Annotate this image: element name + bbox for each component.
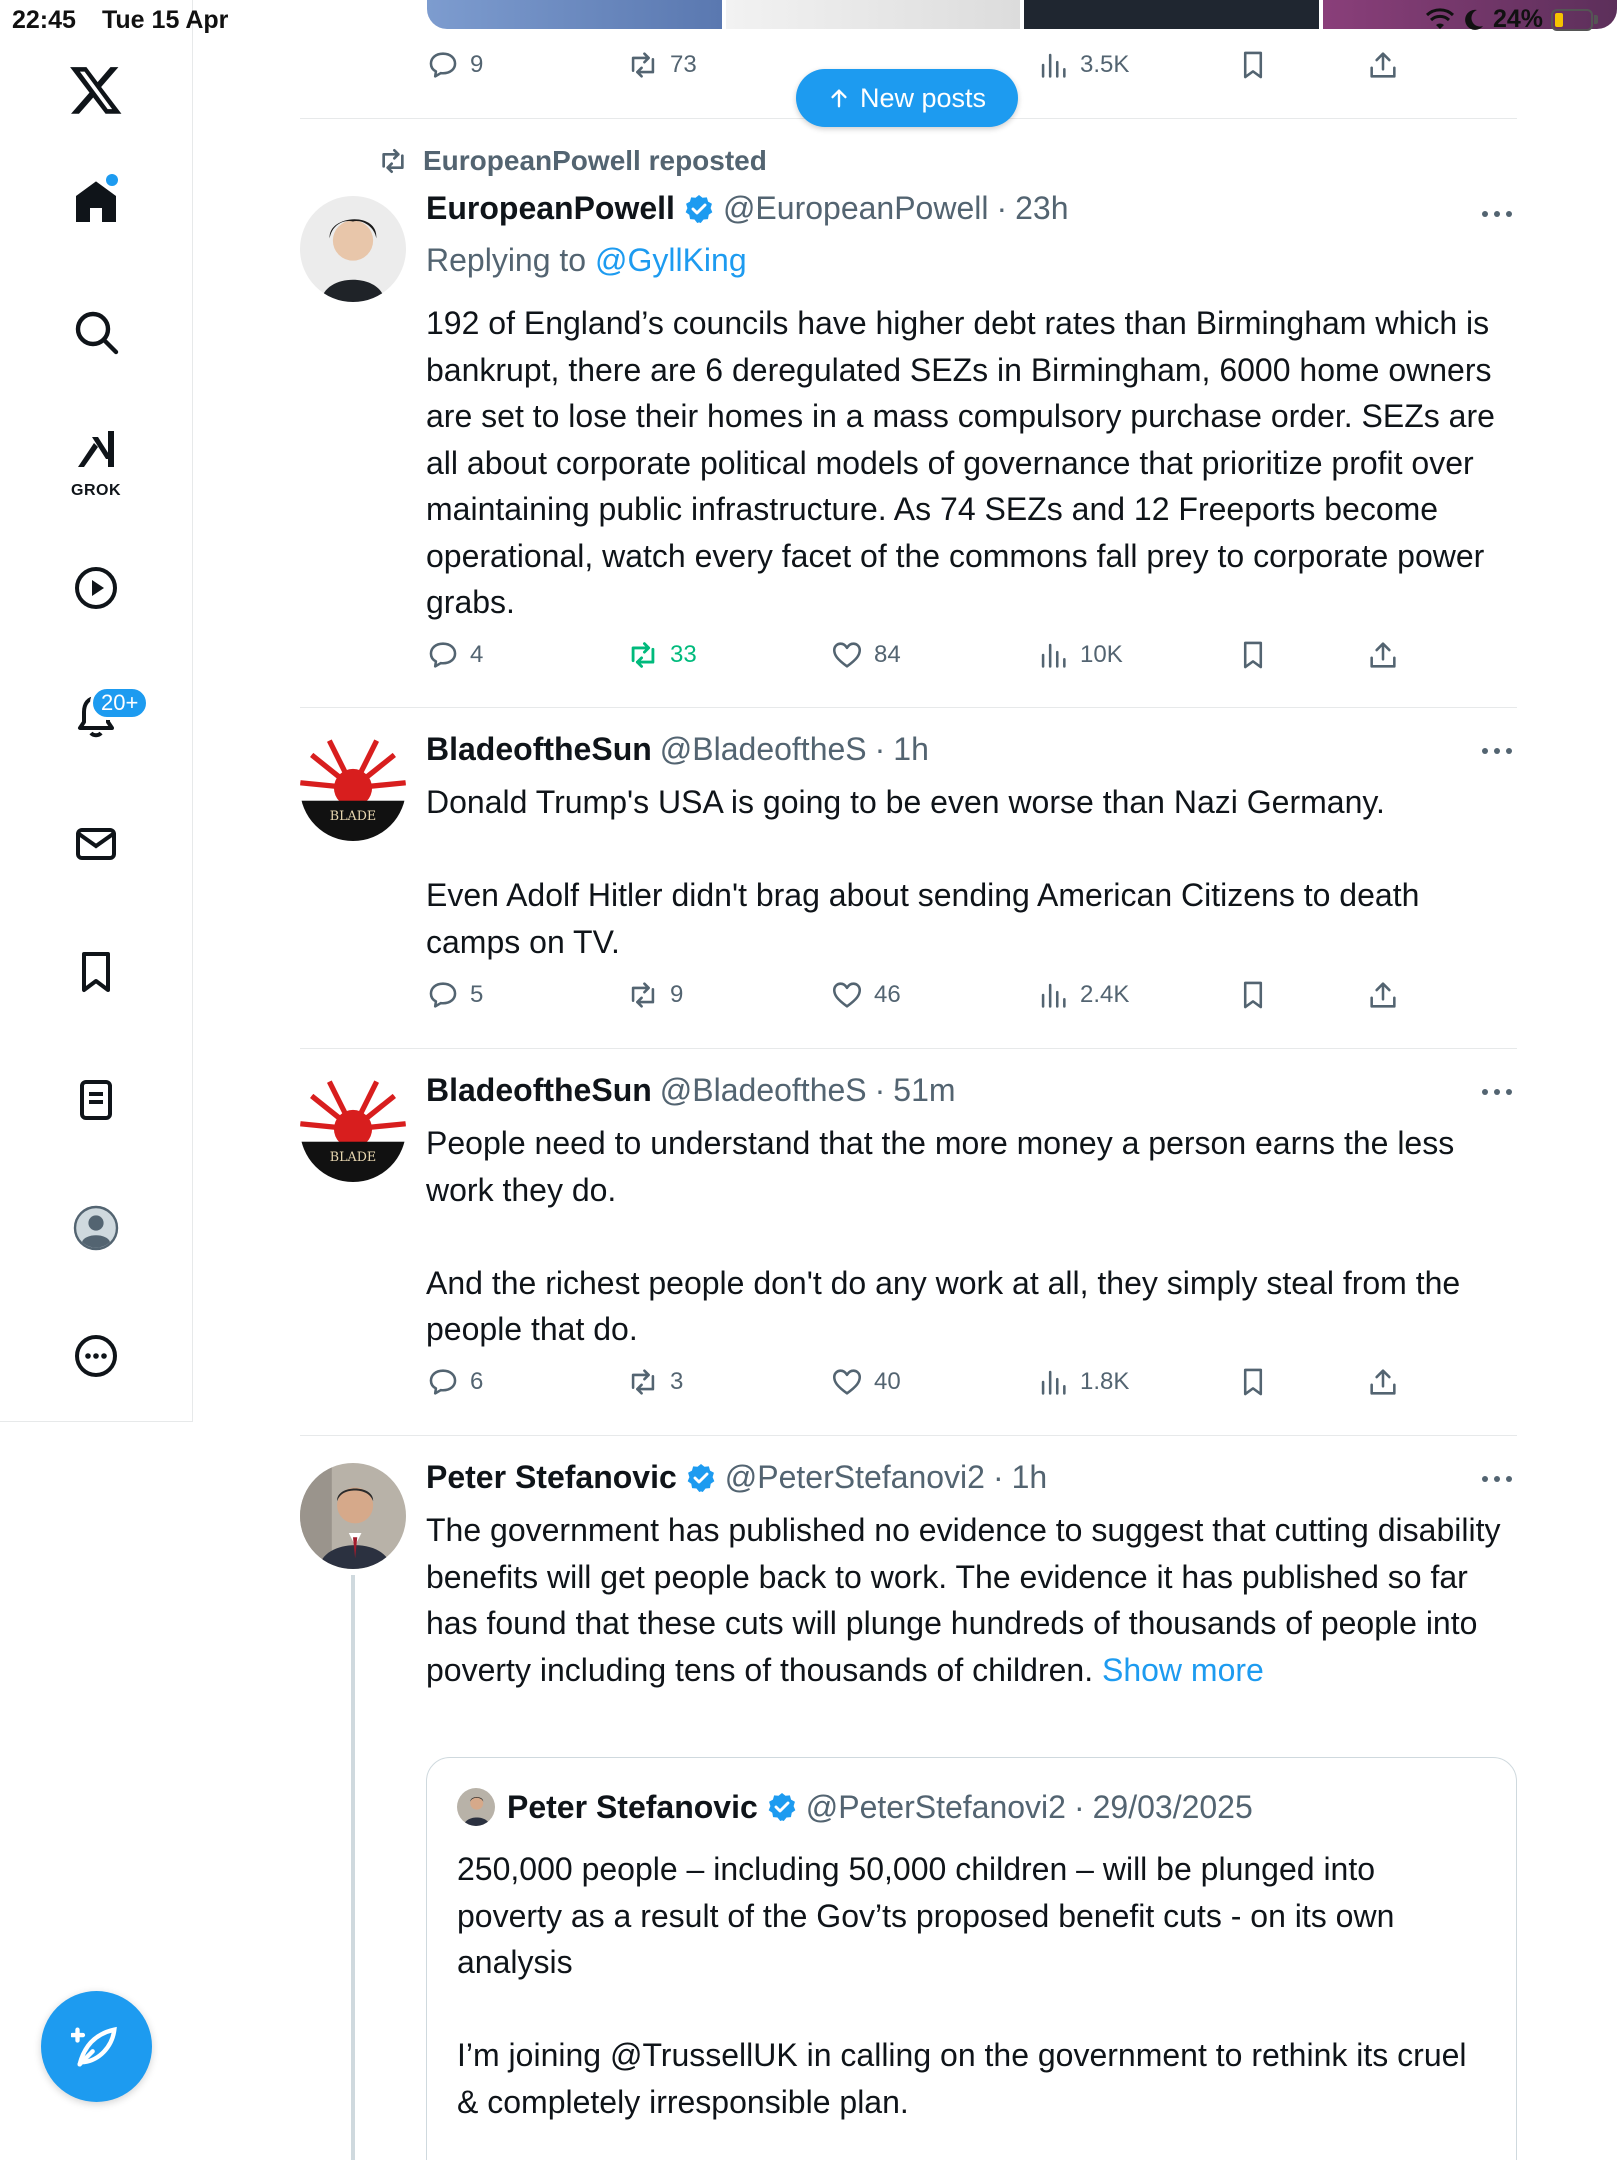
- repost-icon: [626, 1365, 660, 1399]
- views-count: 10K: [1080, 641, 1123, 668]
- moon-icon: [1463, 8, 1485, 32]
- reply-icon: [426, 638, 460, 672]
- views-button[interactable]: [1036, 1365, 1129, 1399]
- bookmark-icon: [1236, 48, 1270, 82]
- bookmarks-icon[interactable]: [60, 936, 132, 1008]
- display-name[interactable]: Peter Stefanovic: [426, 1459, 677, 1495]
- arrow-up-icon: [828, 87, 850, 109]
- reply-button[interactable]: [426, 48, 483, 82]
- quoted-tweet-header: Peter Stefanovic @PeterStefanovi2 · 29/03/2025: [457, 1788, 1253, 1826]
- sidebar: [0, 0, 193, 1422]
- handle[interactable]: @PeterStefanovi2: [724, 1459, 985, 1495]
- tweet-header: Peter Stefanovic @PeterStefanovi2 · 1h: [426, 1459, 1048, 1495]
- views-count: 3.5K: [1080, 51, 1130, 78]
- verified-badge-icon: [766, 1791, 798, 1823]
- reply-count: 6: [470, 1368, 484, 1395]
- views-count: 2.4K: [1080, 981, 1130, 1008]
- bookmark-icon: [1236, 638, 1270, 672]
- home-icon[interactable]: [60, 166, 132, 238]
- heart-icon: [830, 638, 864, 672]
- battery-level: [1555, 13, 1563, 27]
- tweet-header: BladeoftheSun @BladeoftheS · 1h: [426, 731, 929, 767]
- battery-icon: [1551, 9, 1598, 31]
- timestamp[interactable]: 51m: [893, 1072, 956, 1108]
- post-actions: [426, 978, 1406, 1018]
- repost-icon: [377, 145, 409, 177]
- reply-count: 5: [470, 981, 484, 1008]
- views-count: 1.8K: [1080, 1368, 1130, 1395]
- avatar[interactable]: [300, 735, 406, 841]
- tweet-header: BladeoftheSun @BladeoftheS · 51m: [426, 1072, 956, 1108]
- views-button[interactable]: [1036, 638, 1123, 672]
- show-more-link[interactable]: Show more: [1101, 1651, 1264, 1688]
- divider: [300, 707, 1517, 708]
- notification-badge: 20+: [90, 686, 149, 720]
- bookmark-button[interactable]: [1236, 638, 1270, 672]
- repost-button[interactable]: [626, 48, 697, 82]
- share-button[interactable]: [1366, 48, 1400, 82]
- share-icon: [1366, 48, 1400, 82]
- compose-button[interactable]: [41, 1991, 152, 2102]
- views-button[interactable]: [1036, 978, 1129, 1012]
- handle: @PeterStefanovi2: [805, 1788, 1066, 1825]
- like-button[interactable]: [830, 1365, 901, 1399]
- heart-icon: [830, 978, 864, 1012]
- repost-count: 33: [670, 641, 697, 668]
- avatar[interactable]: [300, 1463, 406, 1569]
- bookmark-button[interactable]: [1236, 48, 1270, 82]
- timestamp: 29/03/2025: [1092, 1788, 1253, 1825]
- like-count: 46: [874, 981, 901, 1008]
- reply-icon: [426, 48, 460, 82]
- repost-button[interactable]: [626, 1365, 683, 1399]
- reply-button[interactable]: [426, 638, 483, 672]
- more-icon[interactable]: [60, 1320, 132, 1392]
- video-icon[interactable]: [60, 552, 132, 624]
- repost-button[interactable]: [626, 978, 683, 1012]
- more-options-icon[interactable]: [1477, 204, 1517, 224]
- replying-to: Replying to @GyllKing: [426, 242, 747, 278]
- like-button[interactable]: [830, 978, 901, 1012]
- thread-connector-line: [351, 1575, 355, 2160]
- new-posts-label: New posts: [859, 82, 987, 113]
- verified-badge-icon: [683, 193, 715, 225]
- wifi-icon: [1425, 8, 1455, 32]
- x-logo-icon[interactable]: [60, 54, 132, 126]
- grok-label: GROK: [71, 482, 121, 499]
- like-count: 84: [874, 641, 901, 668]
- share-button[interactable]: [1366, 1365, 1400, 1399]
- post-actions: [426, 638, 1406, 678]
- tweet-text: 192 of England’s councils have higher debt rates than Birmingham which is bankrupt, there are 6 deregulated SEZs in Birmingham, 6000 home owners are set to lose their homes in a mass compulsory purchase order. SEZs are all about corporate political models of governance that prioritize profit over maintaining public infrastructure. As 74 SEZs and 12 Freeports become operational, watch every facet of the commons fall prey to corporate power grabs.: [426, 305, 1495, 620]
- quoted-tweet[interactable]: [426, 1757, 1517, 2160]
- more-options-icon[interactable]: [1477, 1469, 1517, 1489]
- display-name[interactable]: BladeoftheSun: [426, 1072, 652, 1108]
- share-button[interactable]: [1366, 978, 1400, 1012]
- repost-count: 73: [670, 51, 697, 78]
- like-count: 40: [874, 1368, 901, 1395]
- profile-icon[interactable]: [60, 1192, 132, 1264]
- tweet-text: Donald Trump's USA is going to be even worse than Nazi Germany. Even Adolf Hitler didn't brag about sending American Citizens to death camps on TV.: [426, 784, 1420, 960]
- avatar: [457, 1788, 495, 1826]
- reply-count: 4: [470, 641, 484, 668]
- handle[interactable]: @BladeoftheS: [659, 1072, 867, 1108]
- repost-attribution-text: EuropeanPowell reposted: [423, 145, 767, 176]
- avatar[interactable]: [300, 196, 406, 302]
- avatar[interactable]: [300, 1076, 406, 1182]
- grok-icon[interactable]: [60, 420, 132, 500]
- new-posts-button[interactable]: [796, 69, 1018, 127]
- divider: [300, 1435, 1517, 1436]
- messages-icon[interactable]: [60, 808, 132, 880]
- views-button[interactable]: [1036, 48, 1129, 82]
- status-date: Tue 15 Apr: [102, 6, 229, 34]
- tweet-text: People need to understand that the more money a person earns the less work they do. And the richest people don't do any work at all, they simply steal from the people that do.: [426, 1125, 1461, 1347]
- tweet-header: EuropeanPowell @EuropeanPowell · 23h: [426, 190, 1069, 226]
- display-name[interactable]: BladeoftheSun: [426, 731, 652, 767]
- quoted-tweet-text: 250,000 people – including 50,000 children – will be plunged into poverty as a result of the Gov’ts proposed benefit cuts - on its own analysis I’m joining @TrussellUK in calling on the government to rethink its cruel & completely irresponsible plan.: [457, 1851, 1467, 2120]
- reply-to-handle[interactable]: @GyllKing: [594, 242, 747, 278]
- divider: [300, 1048, 1517, 1049]
- timestamp[interactable]: 1h: [1011, 1459, 1048, 1495]
- home-unread-dot: [106, 174, 118, 186]
- svg-text:BLADE: BLADE: [329, 807, 377, 823]
- status-bar: [0, 0, 1620, 40]
- reply-button[interactable]: [426, 978, 483, 1012]
- reply-count: 9: [470, 51, 484, 78]
- verified-badge-icon: [685, 1462, 717, 1494]
- views-icon: [1036, 978, 1070, 1012]
- share-icon: [1366, 1365, 1400, 1399]
- views-icon: [1036, 48, 1070, 82]
- repost-count: 3: [670, 1368, 684, 1395]
- like-button[interactable]: [830, 638, 901, 672]
- timestamp[interactable]: 23h: [1015, 190, 1069, 226]
- repost-button[interactable]: [626, 638, 697, 672]
- battery-percent: 24%: [1492, 5, 1543, 33]
- views-icon: [1036, 638, 1070, 672]
- status-time: 22:45: [12, 6, 76, 34]
- bookmark-button[interactable]: [1236, 978, 1270, 1012]
- reply-button[interactable]: [426, 1365, 483, 1399]
- compose-feather-icon: [71, 2021, 123, 2073]
- reply-icon: [426, 978, 460, 1012]
- heart-icon: [830, 1365, 864, 1399]
- bookmark-icon: [1236, 1365, 1270, 1399]
- share-button[interactable]: [1366, 638, 1400, 672]
- views-icon: [1036, 1365, 1070, 1399]
- handle[interactable]: @EuropeanPowell: [722, 190, 989, 226]
- tweet-text: The government has published no evidence to suggest that cutting disability benefits will get people back to work. The evidence it has published so far has found that these cuts will plunge hundreds of thousands of people into poverty including tens of thousands of children. Show more: [426, 1512, 1501, 1688]
- more-options-icon[interactable]: [1477, 1082, 1517, 1102]
- share-icon: [1366, 638, 1400, 672]
- post-actions: [426, 1365, 1406, 1405]
- lists-icon[interactable]: [60, 1064, 132, 1136]
- timeline: [300, 0, 1517, 2160]
- repost-count: 9: [670, 981, 684, 1008]
- bookmark-icon: [1236, 978, 1270, 1012]
- svg-text:BLADE: BLADE: [329, 1148, 377, 1164]
- repost-icon: [626, 638, 660, 672]
- display-name[interactable]: EuropeanPowell: [426, 190, 675, 226]
- status-indicators: [1425, 5, 1598, 34]
- search-icon[interactable]: [60, 296, 132, 368]
- more-options-icon[interactable]: [1477, 741, 1517, 761]
- timestamp[interactable]: 1h: [893, 731, 929, 767]
- reply-icon: [426, 1365, 460, 1399]
- handle[interactable]: @BladeoftheS: [659, 731, 867, 767]
- repost-icon: [626, 978, 660, 1012]
- share-icon: [1366, 978, 1400, 1012]
- bookmark-button[interactable]: [1236, 1365, 1270, 1399]
- repost-attribution: [377, 145, 767, 177]
- repost-icon: [626, 48, 660, 82]
- display-name: Peter Stefanovic: [507, 1788, 758, 1825]
